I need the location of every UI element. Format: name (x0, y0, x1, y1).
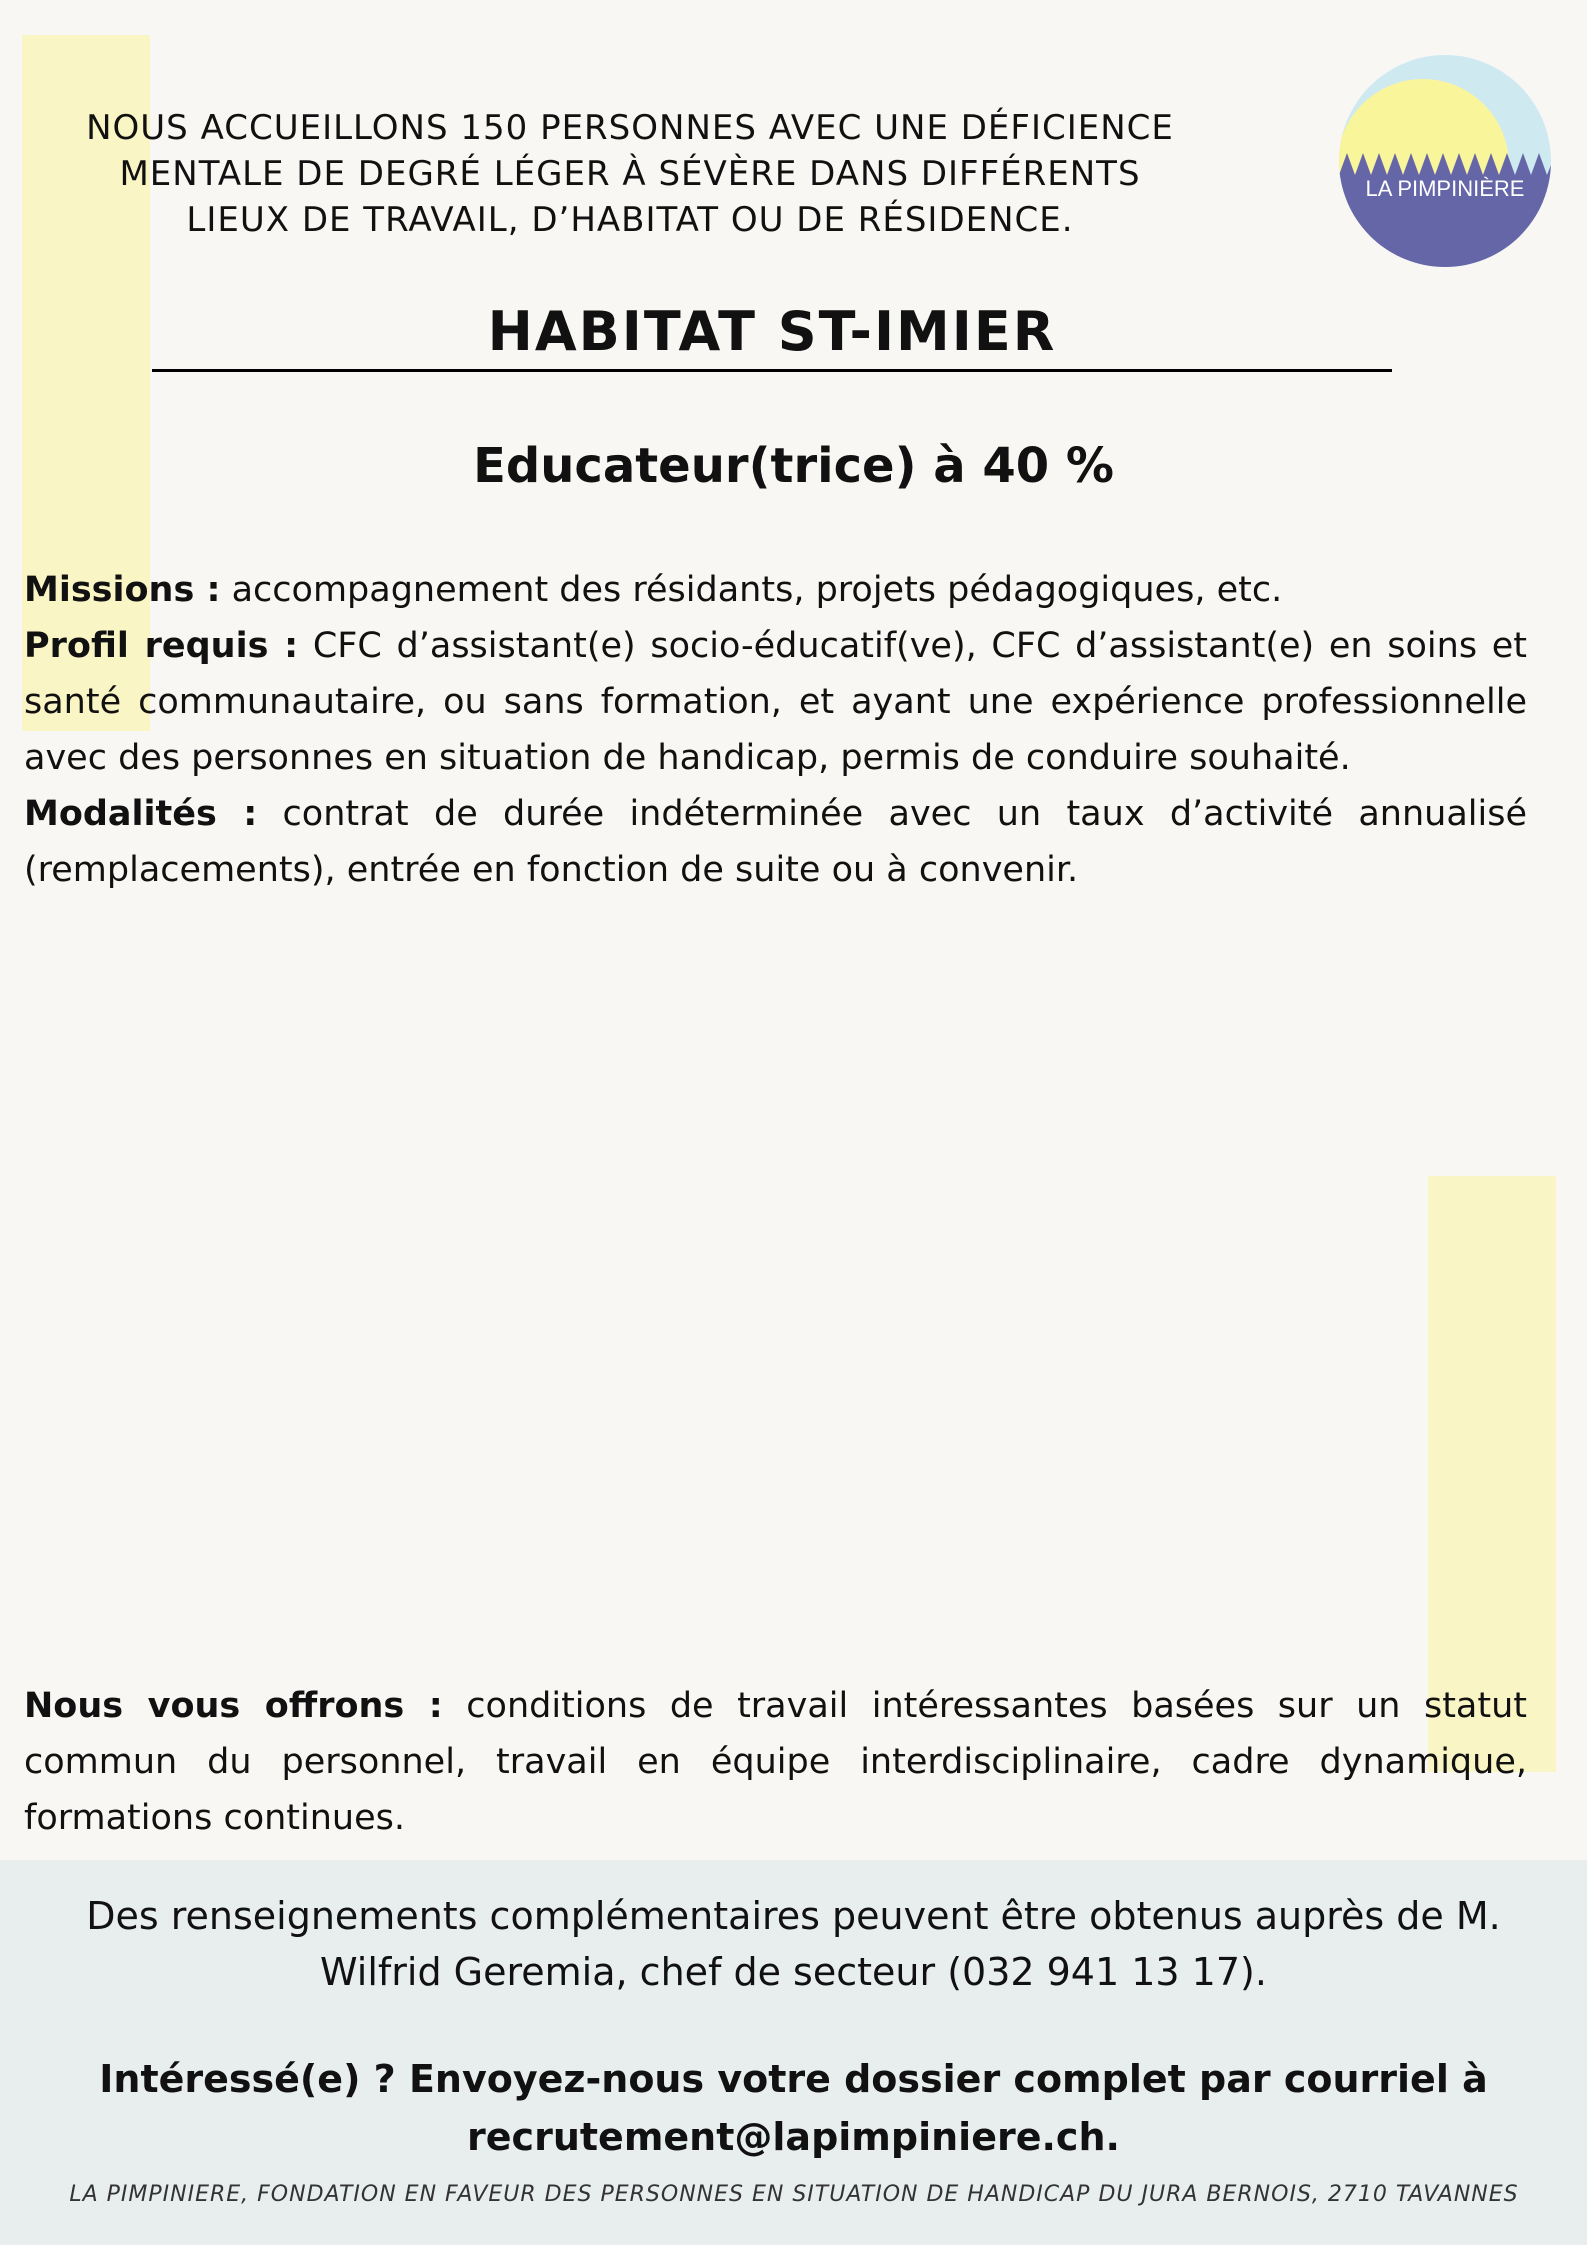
application-cta (60, 2050, 1527, 2166)
logo-text: LA PIMPINIÈRE (1365, 176, 1525, 201)
offre-label: Nous vous offrons : (24, 1686, 443, 1726)
missions-label: Missions : (24, 570, 221, 610)
logo-icon (1339, 55, 1551, 267)
modalites-label: Modalités : (24, 794, 258, 834)
offre-paragraph (24, 1678, 1527, 1846)
legal-footer: LA PIMPINIERE, FONDATION EN FAVEUR DES PERSONNES EN SITUATION DE HANDICAP DU JURA BERNOIS, 2710 TAVANNES (69, 2182, 1519, 2207)
profil-text: CFC d’assistant(e) socio-éducatif(ve), CFC d’assistant(e) en soins et santé communautaire, ou sans formation, et ayant une expérience professionnelle avec des personnes en situation de handicap, permis de conduire souhaité. (24, 626, 1527, 778)
job-title: Educateur(trice) à 40 % (473, 438, 1114, 494)
logo (1339, 55, 1551, 267)
profil-paragraph (24, 618, 1527, 786)
contact-info-line2: Wilfrid Geremia, chef de secteur (032 941 13 17). (320, 1950, 1267, 1994)
profil-label: Profil requis : (24, 626, 299, 666)
site-title: HABITAT ST-IMIER (487, 300, 1057, 363)
modalites-paragraph (24, 786, 1527, 898)
offer-section (24, 1678, 1527, 1846)
title-divider (152, 369, 1392, 372)
footer (0, 1860, 1587, 2245)
missions-paragraph (24, 562, 1527, 618)
contact-info (60, 1888, 1527, 2000)
intro-text: NOUS ACCUEILLONS 150 PERSONNES AVEC UNE DÉFICIENCE MENTALE DE DEGRÉ LÉGER À SÉVÈRE DANS DIFFÉRENTS LIEUX DE TRAVAIL, D’HABITAT OU DE RÉSIDENCE. (86, 108, 1174, 240)
offre-text: conditions de travail intéressantes basées sur un statut commun du personnel, travail en équipe interdisciplinaire, cadre dynamique, formations continues. (24, 1686, 1527, 1838)
contact-info-line1: Des renseignements complémentaires peuvent être obtenus auprès de M. (86, 1894, 1501, 1938)
job-details (24, 562, 1527, 898)
cta-line1: Intéressé(e) ? Envoyez-nous votre dossier complet par courriel à (99, 2057, 1488, 2101)
cta-email[interactable]: recrutement@lapimpiniere.ch. (467, 2115, 1120, 2159)
modalites-text: contrat de durée indéterminée avec un taux d’activité annualisé (remplacements), entrée en fonction de suite ou à convenir. (24, 794, 1527, 890)
missions-text: accompagnement des résidants, projets pédagogiques, etc. (220, 570, 1283, 610)
